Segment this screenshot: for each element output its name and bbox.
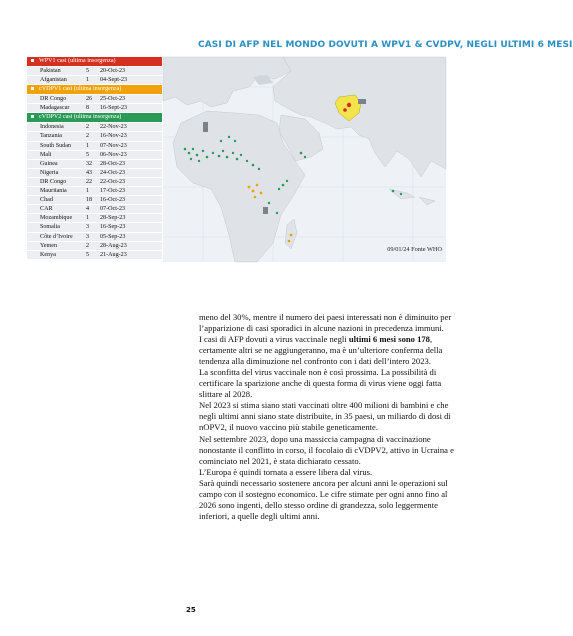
cases-cell: 1 — [86, 142, 90, 149]
country-cell: Indonesia — [40, 124, 64, 131]
country-cell: Mauritania — [40, 188, 67, 195]
country-cell: DR Congo — [40, 96, 67, 103]
legend-row — [27, 242, 162, 251]
article-paragraph: Nel 2023 si stima siano stati vaccinati oltre 400 milioni di bambini e che negli ultimi anni siano state distribuite, in 35 paesi, un miliardo di dosi di nOPV2, il nuovo vaccino più stabile geneticamente. — [199, 400, 451, 433]
legend-row — [27, 196, 162, 205]
cases-cell: 4 — [86, 206, 90, 213]
legend-row — [27, 76, 162, 85]
legend-row — [27, 223, 162, 232]
cases-cell: 2 — [86, 124, 90, 131]
date-cell: 28-Aug-23 — [100, 242, 127, 249]
bullet-icon — [31, 87, 34, 90]
article-text-span: , certamente altri se ne aggiungeranno, ma è un’ulteriore conferma della tendenza alla diminuzione nel confronto con i dati dell’intero 2023. — [199, 334, 443, 367]
country-cell: Yemen — [40, 242, 57, 249]
cases-cell: 1 — [86, 215, 90, 222]
grey-region-marker — [263, 207, 268, 214]
cases-cell: 43 — [86, 169, 93, 176]
date-cell: 20-Oct-23 — [100, 68, 126, 74]
legend-row — [27, 104, 162, 113]
date-cell: 04-Sept-23 — [100, 77, 128, 84]
legend-group-title: WPV1 casi (ultima insorgenza) — [39, 58, 116, 64]
cases-cell: 5 — [86, 68, 90, 74]
article-paragraph — [199, 334, 461, 367]
world-map — [163, 57, 446, 262]
legend-group-title: cVDPV2 casi (ultima insorgenza) — [39, 114, 122, 121]
cases-cell: 32 — [86, 160, 93, 167]
date-cell: 07-Nov-23 — [100, 142, 127, 149]
legend-row — [27, 123, 162, 132]
article-text-span: I casi di AFP dovuti a virus vaccinale negli — [199, 334, 349, 345]
country-cell: Pakistan — [40, 68, 61, 74]
bullet-icon — [31, 115, 34, 118]
cases-cell: 5 — [86, 151, 90, 158]
cases-cell: 22 — [86, 178, 93, 185]
cases-cell: 3 — [86, 233, 90, 240]
country-cell: Guinea — [40, 160, 58, 167]
map-source-caption: 09/01/24 Fonte WHO — [387, 246, 442, 253]
country-cell: Afganistan — [40, 77, 67, 84]
country-cell: Tanzania — [40, 133, 62, 140]
country-cell: Kenya — [40, 251, 56, 258]
date-cell: 06-Nov-23 — [100, 151, 127, 158]
page-number: 25 — [186, 606, 196, 614]
country-cell: Chad — [40, 197, 53, 204]
legend-group-header-cvdpv2 — [27, 113, 162, 122]
cases-cell: 1 — [86, 188, 90, 195]
grey-region-marker — [203, 122, 208, 132]
cases-cell: 18 — [86, 197, 93, 204]
date-cell: 25-Oct-23 — [100, 96, 126, 103]
legend-row — [27, 95, 162, 104]
country-cell: Madagascar — [40, 105, 70, 112]
legend-row — [27, 233, 162, 242]
legend-row — [27, 132, 162, 141]
date-cell: 17-Oct-23 — [100, 188, 126, 195]
legend-row — [27, 251, 162, 260]
article-paragraph: L’Europa è quindi tornata a essere libera dal virus. — [199, 466, 373, 477]
cases-cell: 5 — [86, 251, 90, 258]
legend-row — [27, 169, 162, 178]
country-cell: Mozambique — [40, 215, 73, 222]
country-cell: DR Congo — [40, 178, 67, 185]
date-cell: 22-Oct-23 — [100, 178, 126, 185]
legend-row — [27, 187, 162, 196]
bullet-icon — [31, 59, 34, 62]
date-cell: 28-Sep-23 — [100, 215, 126, 222]
cases-cell: 2 — [86, 133, 90, 140]
cases-cell: 2 — [86, 242, 90, 249]
legend-row — [27, 160, 162, 169]
date-cell: 22-Nov-23 — [100, 124, 127, 131]
date-cell: 05-Sep-23 — [100, 233, 126, 240]
country-cell: Nigeria — [40, 169, 59, 176]
date-cell: 16-Nov-23 — [100, 133, 127, 140]
date-cell: 07-Oct-23 — [100, 206, 126, 213]
country-cell: South Sudan — [40, 142, 71, 149]
article-paragraph: meno del 30%, mentre il numero dei paesi interessati non è diminuito per l’apparizione di casi sporadici in alcune nazioni in precedenza immuni. — [199, 312, 452, 334]
cases-cell: 1 — [86, 77, 90, 84]
grey-region-marker — [358, 99, 366, 104]
legend-row — [27, 205, 162, 214]
date-cell: 28-Oct-23 — [100, 160, 126, 167]
cases-cell: 26 — [86, 96, 93, 103]
legend-row — [27, 178, 162, 187]
article-paragraph: La sconfitta del virus vaccinale non è così prossima. La possibilità di certificare la sparizione anche di questa forma di virus viene oggi fatta slittare al 2028. — [199, 367, 442, 400]
date-cell: 16-Sep-23 — [100, 224, 126, 231]
legend-row — [27, 151, 162, 160]
case-legend-table — [27, 57, 162, 260]
legend-row — [27, 67, 162, 76]
date-cell: 16-Oct-23 — [100, 197, 126, 204]
date-cell: 21-Aug-23 — [100, 251, 127, 258]
country-cell: Mali — [40, 151, 52, 158]
world-map-graphic — [163, 57, 446, 262]
article-bold-text: ultimi 6 mesi sono 178 — [348, 334, 430, 345]
legend-group-header-wpv1 — [27, 57, 162, 66]
wpv1-case-marker — [343, 108, 347, 112]
cases-cell: 8 — [86, 105, 90, 112]
wpv1-case-marker — [347, 103, 351, 107]
legend-group-title: cVDPV1 casi (ultima insorgenza) — [39, 86, 122, 93]
country-cell: Somalia — [40, 224, 60, 231]
date-cell: 16-Sept-23 — [100, 105, 128, 112]
date-cell: 24-Oct-23 — [100, 169, 126, 176]
legend-row — [27, 142, 162, 151]
article-paragraph: Sarà quindi necessario sostenere ancora per alcuni anni le operazioni sul campo con il sostegno economico. Le cifre stimate per ogni anno fino al 2026 sono ingenti, dello stesso ordine di grandezza, solo leggermente inferiori, a quelle degli ultimi anni. — [199, 477, 448, 521]
legend-row — [27, 214, 162, 223]
legend-group-header-cvdpv1 — [27, 85, 162, 94]
cases-cell: 3 — [86, 224, 90, 231]
article-body — [199, 312, 461, 522]
country-cell: CAR — [40, 206, 53, 213]
figure-title: CASI DI AFP NEL MONDO DOVUTI A WPV1 & CVDPV, NEGLI ULTIMI 6 MESI — [198, 40, 573, 50]
article-paragraph: Nel settembre 2023, dopo una massiccia campagna di vaccinazione nonostante il conflitto in corso, il focolaio di cVDPV2, attivo in Ucraina e cominciato nel 2021, è stata dichiarato cessato. — [199, 433, 454, 466]
country-cell: Côte d’Ivoire — [40, 233, 73, 240]
